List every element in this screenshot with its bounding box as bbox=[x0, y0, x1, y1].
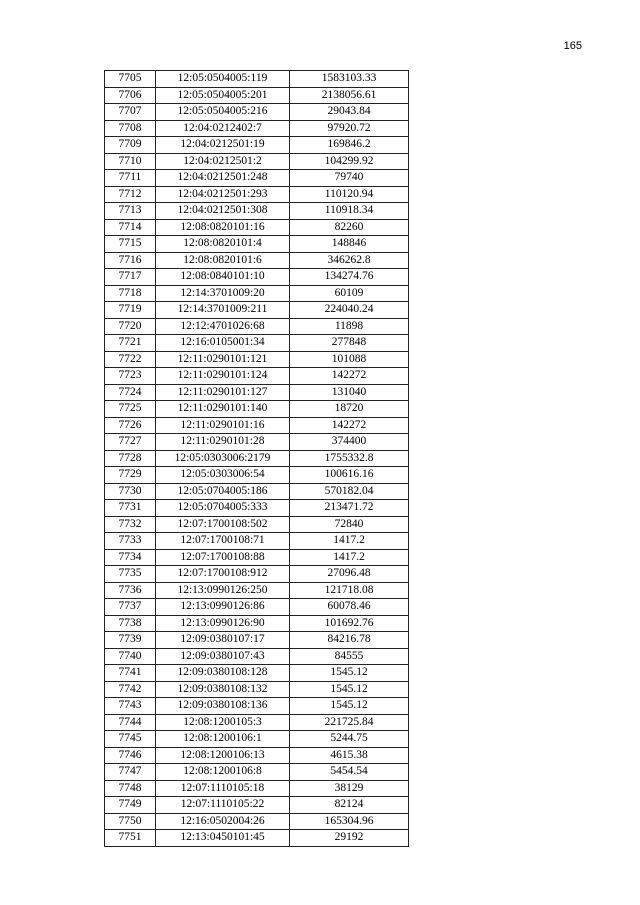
row-number-cell: 7715 bbox=[105, 236, 156, 253]
row-number-cell: 7748 bbox=[105, 780, 156, 797]
value-cell: 29192 bbox=[290, 830, 409, 847]
table-row bbox=[105, 780, 409, 797]
value-cell: 82260 bbox=[290, 219, 409, 236]
row-number-cell: 7722 bbox=[105, 351, 156, 368]
cadastral-number-cell: 12:08:1200106:1 bbox=[156, 731, 290, 748]
value-cell: 84216.78 bbox=[290, 632, 409, 649]
row-number-cell: 7743 bbox=[105, 698, 156, 715]
table-row bbox=[105, 483, 409, 500]
table-row bbox=[105, 434, 409, 451]
value-cell: 142272 bbox=[290, 368, 409, 385]
cadastral-number-cell: 12:07:1700108:88 bbox=[156, 549, 290, 566]
value-cell: 11898 bbox=[290, 318, 409, 335]
value-cell: 60078.46 bbox=[290, 599, 409, 616]
cadastral-number-cell: 12:05:0303006:54 bbox=[156, 467, 290, 484]
row-number-cell: 7721 bbox=[105, 335, 156, 352]
table-row bbox=[105, 351, 409, 368]
row-number-cell: 7735 bbox=[105, 566, 156, 583]
row-number-cell: 7741 bbox=[105, 665, 156, 682]
table-row bbox=[105, 615, 409, 632]
table-row bbox=[105, 698, 409, 715]
row-number-cell: 7738 bbox=[105, 615, 156, 632]
table-row bbox=[105, 747, 409, 764]
row-number-cell: 7707 bbox=[105, 104, 156, 121]
row-number-cell: 7728 bbox=[105, 450, 156, 467]
table-row bbox=[105, 203, 409, 220]
cadastral-number-cell: 12:07:1700108:912 bbox=[156, 566, 290, 583]
table-row bbox=[105, 813, 409, 830]
value-cell: 1417.2 bbox=[290, 533, 409, 550]
cadastral-number-cell: 12:08:0820101:16 bbox=[156, 219, 290, 236]
table-row bbox=[105, 582, 409, 599]
row-number-cell: 7716 bbox=[105, 252, 156, 269]
value-cell: 165304.96 bbox=[290, 813, 409, 830]
table-row bbox=[105, 252, 409, 269]
cadastral-number-cell: 12:11:0290101:16 bbox=[156, 417, 290, 434]
table-row bbox=[105, 269, 409, 286]
cadastral-number-cell: 12:04:0212501:2 bbox=[156, 153, 290, 170]
table-row bbox=[105, 599, 409, 616]
row-number-cell: 7725 bbox=[105, 401, 156, 418]
value-cell: 27096.48 bbox=[290, 566, 409, 583]
row-number-cell: 7740 bbox=[105, 648, 156, 665]
row-number-cell: 7746 bbox=[105, 747, 156, 764]
table-row bbox=[105, 318, 409, 335]
table-row bbox=[105, 236, 409, 253]
cadastral-number-cell: 12:09:0380108:128 bbox=[156, 665, 290, 682]
table-row bbox=[105, 417, 409, 434]
value-cell: 100616.16 bbox=[290, 467, 409, 484]
cadastral-number-cell: 12:13:0990126:86 bbox=[156, 599, 290, 616]
cadastral-number-cell: 12:11:0290101:127 bbox=[156, 384, 290, 401]
value-cell: 101692.76 bbox=[290, 615, 409, 632]
value-cell: 1545.12 bbox=[290, 665, 409, 682]
cadastral-number-cell: 12:14:3701009:211 bbox=[156, 302, 290, 319]
cadastral-number-cell: 12:08:0820101:6 bbox=[156, 252, 290, 269]
value-cell: 2138056.61 bbox=[290, 87, 409, 104]
row-number-cell: 7751 bbox=[105, 830, 156, 847]
table-row bbox=[105, 500, 409, 517]
value-cell: 221725.84 bbox=[290, 714, 409, 731]
table-row bbox=[105, 170, 409, 187]
row-number-cell: 7706 bbox=[105, 87, 156, 104]
value-cell: 110120.94 bbox=[290, 186, 409, 203]
value-cell: 29043.84 bbox=[290, 104, 409, 121]
value-cell: 1583103.33 bbox=[290, 71, 409, 88]
table-row bbox=[105, 302, 409, 319]
cadastral-number-cell: 12:04:0212501:293 bbox=[156, 186, 290, 203]
cadastral-number-cell: 12:09:0380107:43 bbox=[156, 648, 290, 665]
table-row bbox=[105, 632, 409, 649]
row-number-cell: 7742 bbox=[105, 681, 156, 698]
table-row bbox=[105, 335, 409, 352]
cadastral-number-cell: 12:08:1200106:8 bbox=[156, 764, 290, 781]
row-number-cell: 7729 bbox=[105, 467, 156, 484]
row-number-cell: 7734 bbox=[105, 549, 156, 566]
row-number-cell: 7745 bbox=[105, 731, 156, 748]
table-row bbox=[105, 219, 409, 236]
row-number-cell: 7739 bbox=[105, 632, 156, 649]
value-cell: 224040.24 bbox=[290, 302, 409, 319]
row-number-cell: 7714 bbox=[105, 219, 156, 236]
row-number-cell: 7744 bbox=[105, 714, 156, 731]
value-cell: 4615.38 bbox=[290, 747, 409, 764]
table-row bbox=[105, 764, 409, 781]
table-row bbox=[105, 533, 409, 550]
row-number-cell: 7718 bbox=[105, 285, 156, 302]
row-number-cell: 7750 bbox=[105, 813, 156, 830]
value-cell: 97920.72 bbox=[290, 120, 409, 137]
value-cell: 38129 bbox=[290, 780, 409, 797]
cadastral-number-cell: 12:14:3701009:20 bbox=[156, 285, 290, 302]
cadastral-number-cell: 12:09:0380108:132 bbox=[156, 681, 290, 698]
table-row bbox=[105, 285, 409, 302]
table-row bbox=[105, 87, 409, 104]
value-cell: 148846 bbox=[290, 236, 409, 253]
cadastral-number-cell: 12:07:1110105:22 bbox=[156, 797, 290, 814]
table-row bbox=[105, 566, 409, 583]
value-cell: 346262.8 bbox=[290, 252, 409, 269]
row-number-cell: 7730 bbox=[105, 483, 156, 500]
cadastral-number-cell: 12:08:1200106:13 bbox=[156, 747, 290, 764]
cadastral-number-cell: 12:07:1700108:502 bbox=[156, 516, 290, 533]
cadastral-number-cell: 12:16:0502004:26 bbox=[156, 813, 290, 830]
row-number-cell: 7749 bbox=[105, 797, 156, 814]
value-cell: 142272 bbox=[290, 417, 409, 434]
value-cell: 1755332.8 bbox=[290, 450, 409, 467]
cadastral-number-cell: 12:11:0290101:121 bbox=[156, 351, 290, 368]
row-number-cell: 7711 bbox=[105, 170, 156, 187]
row-number-cell: 7709 bbox=[105, 137, 156, 154]
table-row bbox=[105, 648, 409, 665]
cadastral-number-cell: 12:11:0290101:140 bbox=[156, 401, 290, 418]
data-table bbox=[104, 70, 409, 847]
table-row bbox=[105, 665, 409, 682]
value-cell: 570182.04 bbox=[290, 483, 409, 500]
table-row bbox=[105, 384, 409, 401]
row-number-cell: 7720 bbox=[105, 318, 156, 335]
cadastral-number-cell: 12:12:4701026:68 bbox=[156, 318, 290, 335]
cadastral-number-cell: 12:04:0212501:248 bbox=[156, 170, 290, 187]
cadastral-number-cell: 12:05:0504005:201 bbox=[156, 87, 290, 104]
value-cell: 5244.75 bbox=[290, 731, 409, 748]
cadastral-number-cell: 12:05:0704005:186 bbox=[156, 483, 290, 500]
table-row bbox=[105, 120, 409, 137]
value-cell: 121718.08 bbox=[290, 582, 409, 599]
value-cell: 169846.2 bbox=[290, 137, 409, 154]
cadastral-number-cell: 12:04:0212402:7 bbox=[156, 120, 290, 137]
table-row bbox=[105, 401, 409, 418]
table-row bbox=[105, 450, 409, 467]
cadastral-number-cell: 12:07:1110105:18 bbox=[156, 780, 290, 797]
row-number-cell: 7712 bbox=[105, 186, 156, 203]
cadastral-number-cell: 12:04:0212501:308 bbox=[156, 203, 290, 220]
row-number-cell: 7727 bbox=[105, 434, 156, 451]
value-cell: 134274.76 bbox=[290, 269, 409, 286]
table-row bbox=[105, 137, 409, 154]
cadastral-number-cell: 12:13:0990126:250 bbox=[156, 582, 290, 599]
value-cell: 104299.92 bbox=[290, 153, 409, 170]
cadastral-number-cell: 12:16:0105001:34 bbox=[156, 335, 290, 352]
cadastral-number-cell: 12:04:0212501:19 bbox=[156, 137, 290, 154]
cadastral-number-cell: 12:05:0303006:2179 bbox=[156, 450, 290, 467]
table-row bbox=[105, 186, 409, 203]
value-cell: 374400 bbox=[290, 434, 409, 451]
row-number-cell: 7717 bbox=[105, 269, 156, 286]
page-number: 165 bbox=[563, 40, 582, 52]
value-cell: 84555 bbox=[290, 648, 409, 665]
cadastral-number-cell: 12:13:0990126:90 bbox=[156, 615, 290, 632]
table-row bbox=[105, 830, 409, 847]
row-number-cell: 7705 bbox=[105, 71, 156, 88]
value-cell: 82124 bbox=[290, 797, 409, 814]
row-number-cell: 7747 bbox=[105, 764, 156, 781]
row-number-cell: 7724 bbox=[105, 384, 156, 401]
table-row bbox=[105, 549, 409, 566]
row-number-cell: 7708 bbox=[105, 120, 156, 137]
cadastral-number-cell: 12:05:0504005:119 bbox=[156, 71, 290, 88]
value-cell: 277848 bbox=[290, 335, 409, 352]
value-cell: 60109 bbox=[290, 285, 409, 302]
cadastral-number-cell: 12:08:0820101:4 bbox=[156, 236, 290, 253]
table-row bbox=[105, 153, 409, 170]
cadastral-number-cell: 12:05:0504005:216 bbox=[156, 104, 290, 121]
row-number-cell: 7731 bbox=[105, 500, 156, 517]
value-cell: 1545.12 bbox=[290, 698, 409, 715]
row-number-cell: 7710 bbox=[105, 153, 156, 170]
cadastral-number-cell: 12:09:0380108:136 bbox=[156, 698, 290, 715]
row-number-cell: 7713 bbox=[105, 203, 156, 220]
value-cell: 79740 bbox=[290, 170, 409, 187]
cadastral-number-cell: 12:05:0704005:333 bbox=[156, 500, 290, 517]
cadastral-number-cell: 12:11:0290101:124 bbox=[156, 368, 290, 385]
row-number-cell: 7719 bbox=[105, 302, 156, 319]
cadastral-number-cell: 12:08:0840101:10 bbox=[156, 269, 290, 286]
value-cell: 18720 bbox=[290, 401, 409, 418]
cadastral-number-cell: 12:08:1200105:3 bbox=[156, 714, 290, 731]
value-cell: 213471.72 bbox=[290, 500, 409, 517]
cadastral-number-cell: 12:07:1700108:71 bbox=[156, 533, 290, 550]
value-cell: 101088 bbox=[290, 351, 409, 368]
table-row bbox=[105, 368, 409, 385]
row-number-cell: 7737 bbox=[105, 599, 156, 616]
row-number-cell: 7723 bbox=[105, 368, 156, 385]
row-number-cell: 7732 bbox=[105, 516, 156, 533]
value-cell: 1545.12 bbox=[290, 681, 409, 698]
row-number-cell: 7726 bbox=[105, 417, 156, 434]
table-row bbox=[105, 797, 409, 814]
value-cell: 131040 bbox=[290, 384, 409, 401]
table-row bbox=[105, 681, 409, 698]
cadastral-number-cell: 12:09:0380107:17 bbox=[156, 632, 290, 649]
table-body bbox=[105, 71, 409, 847]
cadastral-number-cell: 12:13:0450101:45 bbox=[156, 830, 290, 847]
table-row bbox=[105, 731, 409, 748]
value-cell: 5454.54 bbox=[290, 764, 409, 781]
value-cell: 110918.34 bbox=[290, 203, 409, 220]
cadastral-number-cell: 12:11:0290101:28 bbox=[156, 434, 290, 451]
table-row bbox=[105, 104, 409, 121]
row-number-cell: 7733 bbox=[105, 533, 156, 550]
value-cell: 72840 bbox=[290, 516, 409, 533]
table-row bbox=[105, 467, 409, 484]
table-row bbox=[105, 714, 409, 731]
table-row bbox=[105, 516, 409, 533]
table-row bbox=[105, 71, 409, 88]
row-number-cell: 7736 bbox=[105, 582, 156, 599]
value-cell: 1417.2 bbox=[290, 549, 409, 566]
